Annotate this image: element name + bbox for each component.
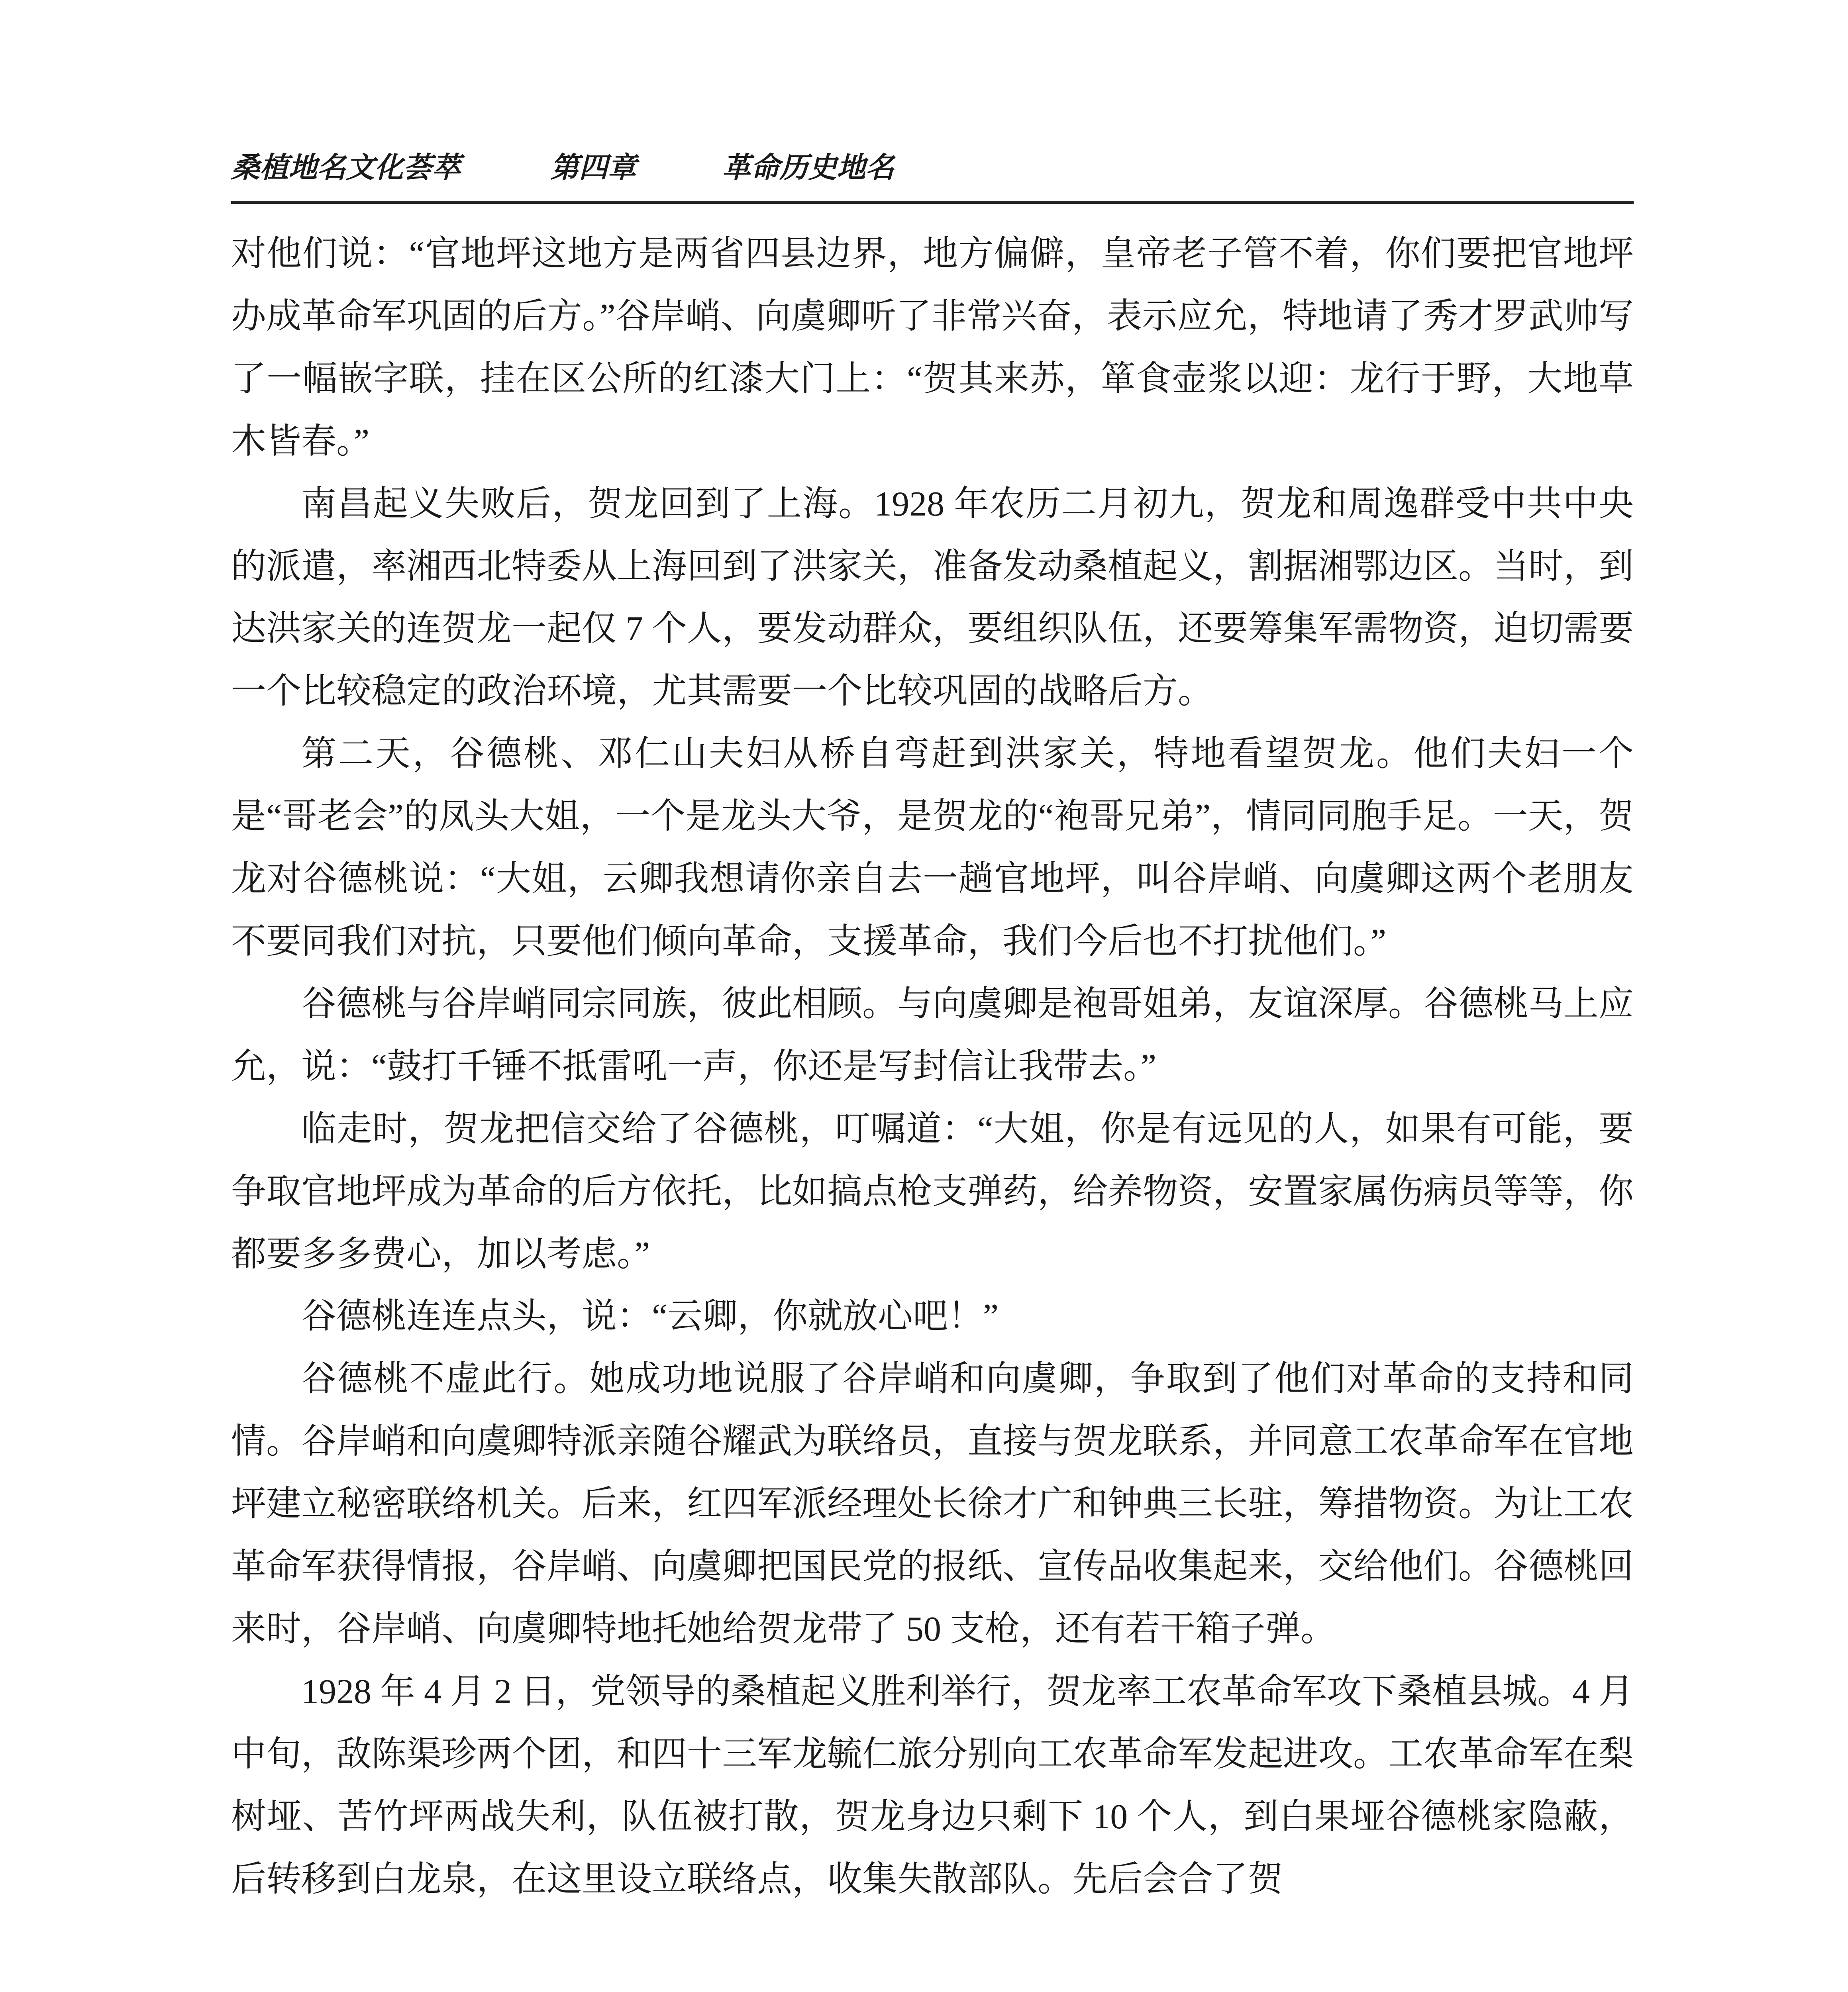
paragraph: 南昌起义失败后，贺龙回到了上海。1928 年农历二月初九，贺龙和周逸群受中共中央的派遣，率湘西北特委从上海回到了洪家关，准备发动桑植起义，割据湘鄂边区。当时，到达洪家关的连贺龙一起仅 7 个人，要发动群众，要组织队伍，还要筹集军需物资，迫切需要一个比较稳定的政治环境，尤其需要一个比较巩固的战略后方。 bbox=[231, 484, 1634, 711]
paragraph: 谷德桃连连点头，说：“云卿，你就放心吧！” bbox=[301, 1297, 999, 1336]
paragraph: 第二天，谷德桃、邓仁山夫妇从桥自弯赶到洪家关，特地看望贺龙。他们夫妇一个是“哥老会”的凤头大姐，一个是龙头大爷，是贺龙的“袍哥兄弟”，情同同胞手足。一天，贺龙对谷德桃说：“大姐，云卿我想请你亲自去一趟官地坪，叫谷岸峭、向虞卿这两个老朋友不要同我们对抗，只要他们倾向革命，支援革命，我们今后也不打扰他们。” bbox=[231, 735, 1634, 961]
header-book-title: 桑植地名文化荟萃 bbox=[231, 150, 461, 184]
paragraph: 临走时，贺龙把信交给了谷德桃，叮嘱道：“大姐，你是有远见的人，如果有可能，要争取官地坪成为革命的后方依托，比如搞点枪支弹药，给养物资，安置家属伤病员等等，你都要多多费心，加以考虑。” bbox=[231, 1110, 1634, 1274]
page-body bbox=[231, 223, 1634, 1911]
paragraph: 1928 年 4 月 2 日，党领导的桑植起义胜利举行，贺龙率工农革命军攻下桑植县城。4 月中旬，敌陈渠珍两个团，和四十三军龙毓仁旅分别向工农革命军发起进攻。工农革命军在梨树垭、苦竹坪两战失利，队伍被打散，贺龙身边只剩下 10 个人，到白果垭谷德桃家隐蔽，后转移到白龙泉，在这里设立联络点，收集失散部队。先后会合了贺 bbox=[231, 1672, 1634, 1899]
header-chapter-title: 革命历史地名 bbox=[722, 150, 895, 184]
running-header bbox=[231, 143, 1634, 191]
paragraph: 谷德桃不虚此行。她成功地说服了谷岸峭和向虞卿，争取到了他们对革命的支持和同情。谷岸峭和向虞卿特派亲随谷耀武为联络员，直接与贺龙联系，并同意工农革命军在官地坪建立秘密联络机关。后来，红四军派经理处长徐才广和钟典三长驻，筹措物资。为让工农革命军获得情报，谷岸峭、向虞卿把国民党的报纸、宣传品收集起来，交给他们。谷德桃回来时，谷岸峭、向虞卿特地托她给贺龙带了 50 支枪，还有若干箱子弹。 bbox=[231, 1360, 1634, 1649]
header-chapter: 第四章 bbox=[550, 150, 637, 184]
paragraph: 对他们说：“官地坪这地方是两省四县边界，地方偏僻，皇帝老子管不着，你们要把官地坪办成革命军巩固的后方。”谷岸峭、向虞卿听了非常兴奋，表示应允，特地请了秀才罗武帅写了一幅嵌字联，挂在区公所的红漆大门上：“贺其来苏，箪食壶浆以迎：龙行于野，大地草木皆春。” bbox=[231, 235, 1634, 461]
paragraph: 谷德桃与谷岸峭同宗同族，彼此相顾。与向虞卿是袍哥姐弟，友谊深厚。谷德桃马上应允，说：“鼓打千锤不抵雷吼一声，你还是写封信让我带去。” bbox=[231, 984, 1634, 1086]
header-divider bbox=[231, 201, 1634, 204]
